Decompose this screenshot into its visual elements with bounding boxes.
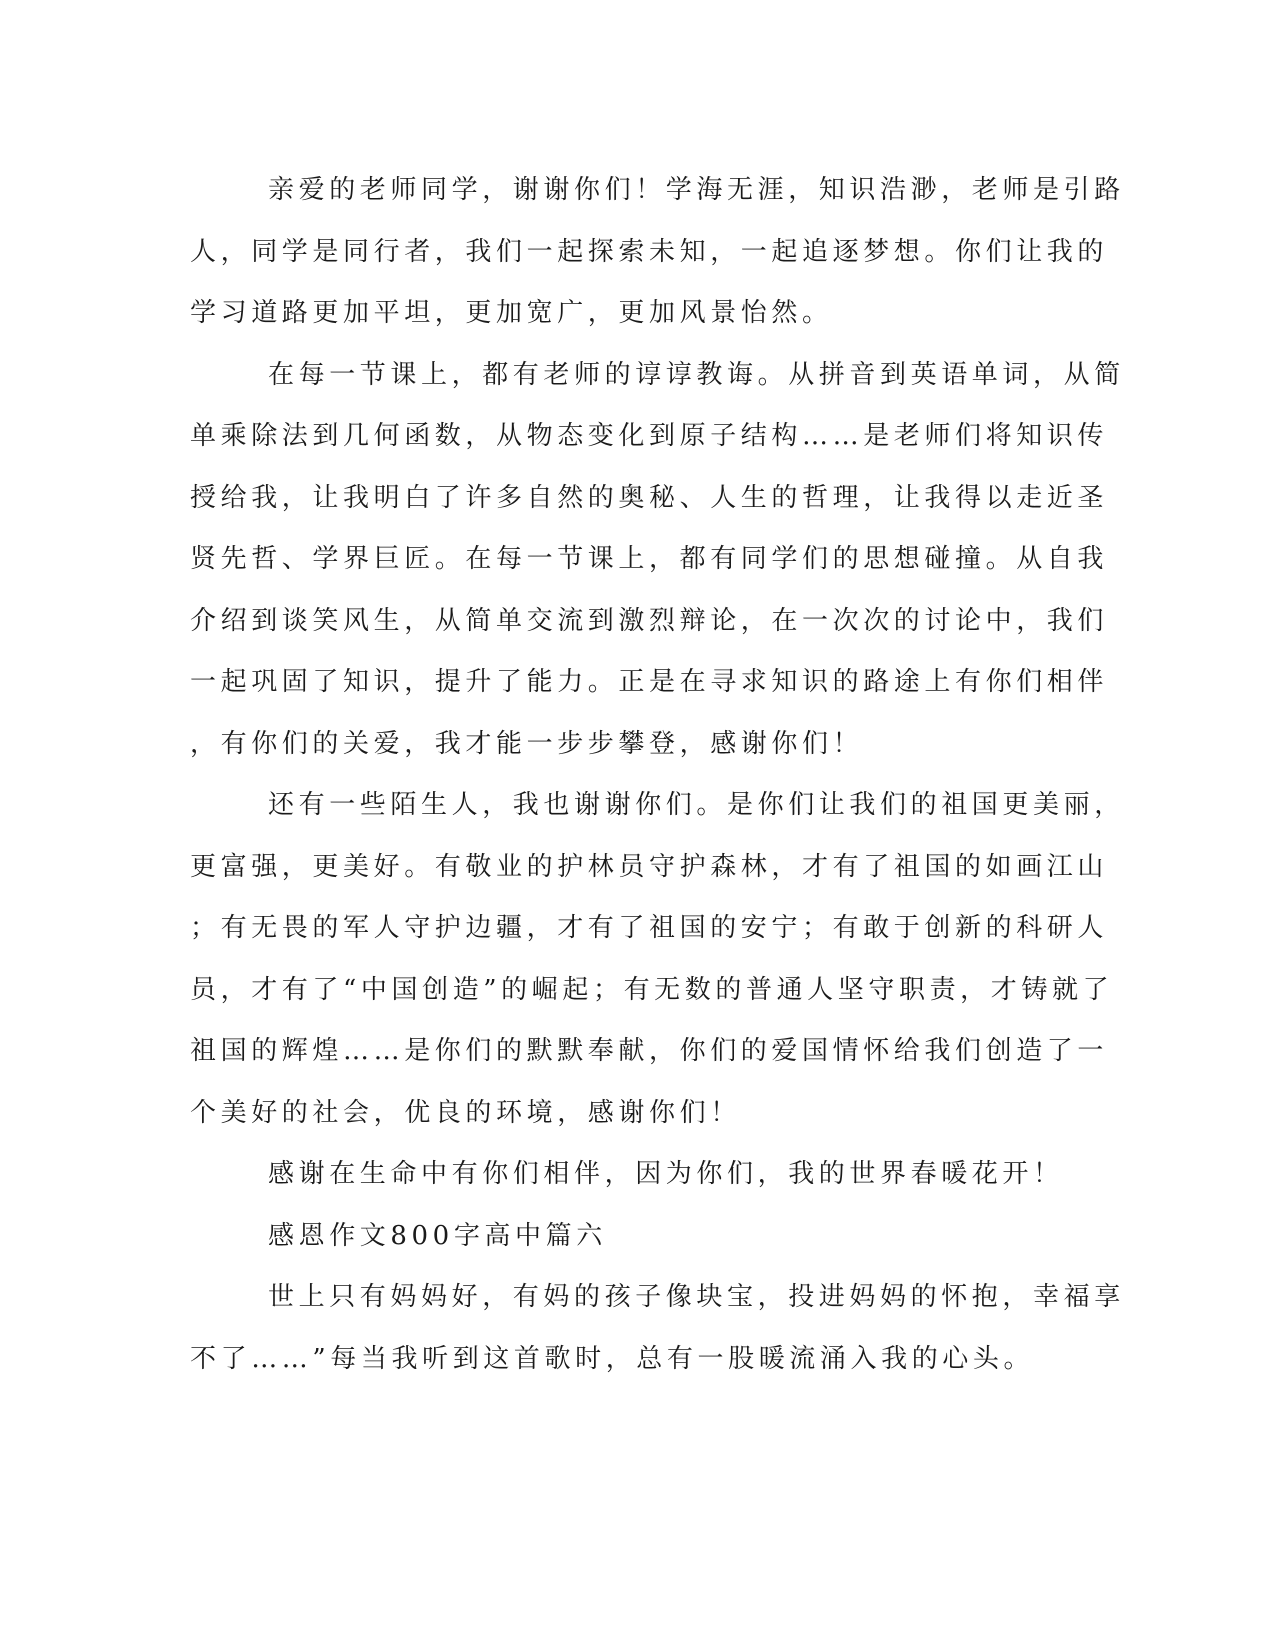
text-line: 单乘除法到几何函数，从物态变化到原子结构……是老师们将知识传 bbox=[190, 421, 1109, 451]
text-line: ，有你们的关爱，我才能一步步攀登，感谢你们！ bbox=[190, 728, 864, 759]
text-line: ；有无畏的军人守护边疆，才有了祖国的安宁；有敢于创新的科研人 bbox=[190, 913, 1109, 943]
paragraph bbox=[190, 775, 1125, 1144]
section-heading bbox=[190, 1206, 1080, 1268]
text-line: 介绍到谈笑风生，从简单交流到激烈辩论，在一次次的讨论中，我们 bbox=[190, 605, 1109, 636]
text-line: 感谢在生命中有你们相伴，因为你们，我的世界春暖花开！ bbox=[268, 1159, 1064, 1189]
paragraph bbox=[190, 160, 1125, 345]
text-line: 个美好的社会，优良的环境，感谢你们！ bbox=[190, 1097, 741, 1128]
paragraph bbox=[190, 1267, 1125, 1390]
text-line: 贤先哲、学界巨匠。在每一节课上，都有同学们的思想碰撞。从自我 bbox=[190, 544, 1109, 574]
text-line: 在每一节课上，都有老师的谆谆教诲。从拼音到英语单词，从简 bbox=[268, 359, 1125, 390]
text-line: 还有一些陌生人，我也谢谢你们。是你们让我们的祖国更美丽， bbox=[268, 790, 1125, 820]
document-body bbox=[190, 160, 1125, 1390]
text-line: 员，才有了“中国创造”的崛起；有无数的普通人坚守职责，才铸就了 bbox=[190, 974, 1114, 1005]
text-line: 学习道路更加平坦，更加宽广，更加风景怡然。 bbox=[190, 298, 833, 328]
paragraph bbox=[190, 1144, 1080, 1206]
text-line: 世上只有妈妈好，有妈的孩子像块宝，投进妈妈的怀抱，幸福享 bbox=[268, 1282, 1125, 1312]
text-line: 授给我，让我明白了许多自然的奥秘、人生的哲理，让我得以走近圣 bbox=[190, 482, 1109, 513]
text-line: 人，同学是同行者，我们一起探索未知，一起追逐梦想。你们让我的 bbox=[190, 236, 1109, 267]
text-line: 亲爱的老师同学，谢谢你们！学海无涯，知识浩渺，老师是引路 bbox=[268, 175, 1125, 205]
text-line: 感恩作文800字高中篇六 bbox=[268, 1220, 607, 1251]
text-line: 不了……”每当我听到这首歌时，总有一股暖流涌入我的心头。 bbox=[190, 1343, 1035, 1374]
paragraph bbox=[190, 345, 1125, 776]
text-line: 祖国的辉煌……是你们的默默奉献，你们的爱国情怀给我们创造了一 bbox=[190, 1036, 1109, 1066]
text-line: 更富强，更美好。有敬业的护林员守护森林，才有了祖国的如画江山 bbox=[190, 851, 1109, 882]
text-line: 一起巩固了知识，提升了能力。正是在寻求知识的路途上有你们相伴 bbox=[190, 667, 1109, 697]
